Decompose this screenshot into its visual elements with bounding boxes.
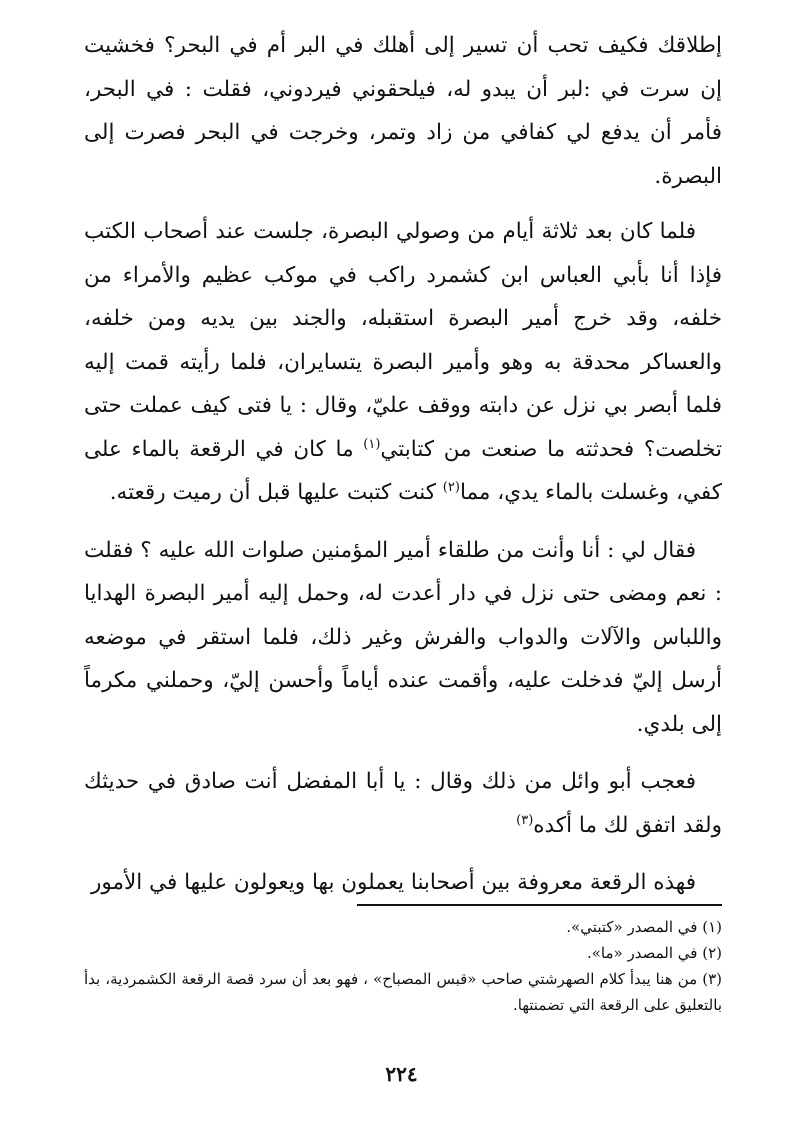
footnote-ref-3: (٣) bbox=[516, 812, 534, 828]
paragraph-4 bbox=[84, 760, 722, 847]
footnote-separator bbox=[357, 904, 722, 906]
page-body bbox=[84, 24, 722, 905]
footnote-1: (١) في المصدر «كتبتي». bbox=[566, 918, 722, 936]
footnote-2: (٢) في المصدر «ما». bbox=[586, 944, 722, 962]
page-number: ٢٢٤ bbox=[385, 1062, 418, 1086]
paragraph-2-part-a: فلما كان بعد ثلاثة أيام من وصولي البصرة، جلست عند أصحاب الكتب فإذا أنا بأبي العباس ابن كشمرد راكب في موكب عظيم والأمراء من خلفه، وقد خرج أمير البصرة استقبله، والجند بين يديه ومن خلفه، والعساكر محدقة به وهو وأمير البصرة يتسايران، فلما رأيته قمت إليه فلما أبصر بي نزل عن دابته ووقف عليّ، وقال : يا فتى كيف عملت حتى تخلصت؟ فحدثته ما صنعت من كتابتي bbox=[84, 219, 722, 462]
paragraph-5: فهذه الرقعة معروفة بين أصحابنا يعملون بها ويعولون عليها في الأمور bbox=[91, 870, 696, 895]
paragraph-4-text: فعجب أبو وائل من ذلك وقال : يا أبا المفضل أنت صادق في حديثك ولقد اتفق لك ما أكده bbox=[84, 769, 722, 838]
paragraph-3: فقال لي : أنا وأنت من طلقاء أمير المؤمنين صلوات الله عليه ؟ فقلت : نعم ومضى حتى نزل في دار أعدت له، وحمل إليه أمير البصرة الهدايا واللباس والآلات والدواب والفرش وغير ذلك، فلما استقر في موضعه أرسل إليّ فدخلت عليه، وأقمت عنده أياماً وأحسن إليّ، وحملني مكرماً إلى بلدي. bbox=[84, 537, 722, 737]
footnote-ref-1: (١) bbox=[363, 436, 381, 452]
paragraph-2-part-c: كنت كتبت عليها قبل أن رميت رقعته. bbox=[109, 480, 443, 505]
paragraph-2-part-b: ما كان في الرقعة بالماء على كفي، وغسلت بالماء يدي، مما bbox=[84, 436, 722, 505]
footnotes bbox=[84, 914, 722, 1018]
paragraph-2 bbox=[84, 210, 722, 515]
footnote-ref-2: (٢) bbox=[442, 479, 460, 495]
paragraph-1: إطلاقك فكيف تحب أن تسير إلى أهلك في البر أم في البحر؟ فخشيت إن سرت في :لبر أن يبدو له، فيلحقوني فيردوني، فقلت : في البحر، فأمر أن يدفع لي كفافي من زاد وتمر، وخرجت في البحر فصرت إلى البصرة. bbox=[84, 33, 722, 189]
footnote-3: (٣) من هنا يبدأ كلام الصهرشتي صاحب «قبس المصباح» ، فهو بعد أن سرد قصة الرقعة الكشمردية، بدأ بالتعليق على الرقعة التي تضمنتها. bbox=[84, 970, 722, 1014]
